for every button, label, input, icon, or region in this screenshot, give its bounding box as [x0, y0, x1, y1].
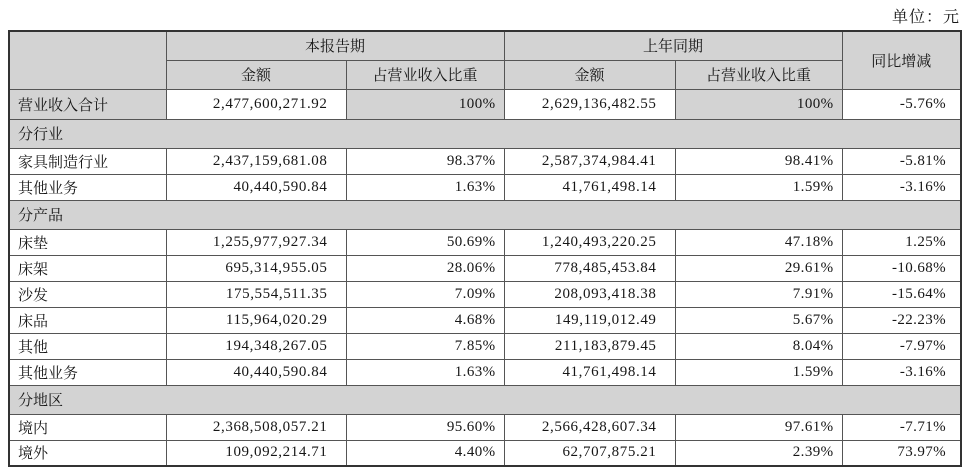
yoy-change: -15.64% — [842, 281, 961, 307]
pct-current: 4.40% — [346, 440, 504, 466]
amount-prior: 2,566,428,607.34 — [504, 414, 675, 440]
table-row — [9, 229, 961, 255]
section-label: 分行业 — [9, 119, 961, 148]
yoy-change: -7.71% — [842, 414, 961, 440]
section-label: 分产品 — [9, 200, 961, 229]
pct-current: 7.09% — [346, 281, 504, 307]
table-row — [9, 89, 961, 119]
row-label: 其他 — [9, 333, 166, 359]
pct-prior: 2.39% — [675, 440, 842, 466]
yoy-change: -22.23% — [842, 307, 961, 333]
row-label: 沙发 — [9, 281, 166, 307]
table-row — [9, 307, 961, 333]
amount-current: 2,477,600,271.92 — [166, 89, 346, 119]
header-pct-current: 占营业收入比重 — [346, 60, 504, 89]
pct-current: 28.06% — [346, 255, 504, 281]
amount-prior: 2,629,136,482.55 — [504, 89, 675, 119]
yoy-change: 73.97% — [842, 440, 961, 466]
yoy-change: -10.68% — [842, 255, 961, 281]
header-yoy: 同比增减 — [842, 31, 961, 89]
pct-prior: 97.61% — [675, 414, 842, 440]
pct-current: 7.85% — [346, 333, 504, 359]
yoy-change: -5.76% — [842, 89, 961, 119]
amount-current: 175,554,511.35 — [166, 281, 346, 307]
table-row — [9, 281, 961, 307]
amount-current: 115,964,020.29 — [166, 307, 346, 333]
amount-current: 2,437,159,681.08 — [166, 148, 346, 174]
header-corner-cell — [9, 31, 166, 89]
pct-current: 98.37% — [346, 148, 504, 174]
row-label: 床垫 — [9, 229, 166, 255]
pct-prior: 5.67% — [675, 307, 842, 333]
yoy-change: -7.97% — [842, 333, 961, 359]
header-current-period: 本报告期 — [166, 31, 504, 60]
pct-prior: 29.61% — [675, 255, 842, 281]
row-label: 其他业务 — [9, 359, 166, 385]
yoy-change: -3.16% — [842, 174, 961, 200]
row-label: 家具制造行业 — [9, 148, 166, 174]
pct-current: 1.63% — [346, 359, 504, 385]
table-row — [9, 255, 961, 281]
yoy-change: -3.16% — [842, 359, 961, 385]
amount-prior: 41,761,498.14 — [504, 359, 675, 385]
row-label: 床品 — [9, 307, 166, 333]
row-label: 营业收入合计 — [9, 89, 166, 119]
pct-current: 50.69% — [346, 229, 504, 255]
section-label: 分地区 — [9, 385, 961, 414]
section-row — [9, 119, 961, 148]
yoy-change: 1.25% — [842, 229, 961, 255]
amount-current: 1,255,977,927.34 — [166, 229, 346, 255]
pct-prior: 1.59% — [675, 174, 842, 200]
amount-prior: 1,240,493,220.25 — [504, 229, 675, 255]
pct-current: 95.60% — [346, 414, 504, 440]
section-row — [9, 385, 961, 414]
amount-prior: 149,119,012.49 — [504, 307, 675, 333]
amount-prior: 2,587,374,984.41 — [504, 148, 675, 174]
pct-prior: 100% — [675, 89, 842, 119]
amount-current: 695,314,955.05 — [166, 255, 346, 281]
table-row — [9, 359, 961, 385]
amount-current: 40,440,590.84 — [166, 359, 346, 385]
header-prior-period: 上年同期 — [504, 31, 842, 60]
row-label: 境内 — [9, 414, 166, 440]
revenue-breakdown-table — [8, 30, 962, 467]
pct-current: 100% — [346, 89, 504, 119]
amount-prior: 778,485,453.84 — [504, 255, 675, 281]
pct-prior: 8.04% — [675, 333, 842, 359]
amount-prior: 41,761,498.14 — [504, 174, 675, 200]
table-row — [9, 148, 961, 174]
amount-current: 109,092,214.71 — [166, 440, 346, 466]
amount-current: 40,440,590.84 — [166, 174, 346, 200]
pct-current: 4.68% — [346, 307, 504, 333]
row-label: 其他业务 — [9, 174, 166, 200]
yoy-change: -5.81% — [842, 148, 961, 174]
unit-label: 单位：元 — [891, 9, 960, 26]
header-row-periods — [9, 31, 961, 60]
table-row — [9, 440, 961, 466]
amount-prior: 208,093,418.38 — [504, 281, 675, 307]
table-body — [9, 89, 961, 466]
pct-prior: 1.59% — [675, 359, 842, 385]
header-amount-current: 金额 — [166, 60, 346, 89]
pct-prior: 47.18% — [675, 229, 842, 255]
header-amount-prior: 金额 — [504, 60, 675, 89]
amount-current: 194,348,267.05 — [166, 333, 346, 359]
amount-prior: 62,707,875.21 — [504, 440, 675, 466]
section-row — [9, 200, 961, 229]
table-row — [9, 174, 961, 200]
pct-prior: 98.41% — [675, 148, 842, 174]
amount-current: 2,368,508,057.21 — [166, 414, 346, 440]
row-label: 床架 — [9, 255, 166, 281]
row-label: 境外 — [9, 440, 166, 466]
table-row — [9, 333, 961, 359]
pct-prior: 7.91% — [675, 281, 842, 307]
table-row — [9, 414, 961, 440]
amount-prior: 211,183,879.45 — [504, 333, 675, 359]
pct-current: 1.63% — [346, 174, 504, 200]
header-pct-prior: 占营业收入比重 — [675, 60, 842, 89]
